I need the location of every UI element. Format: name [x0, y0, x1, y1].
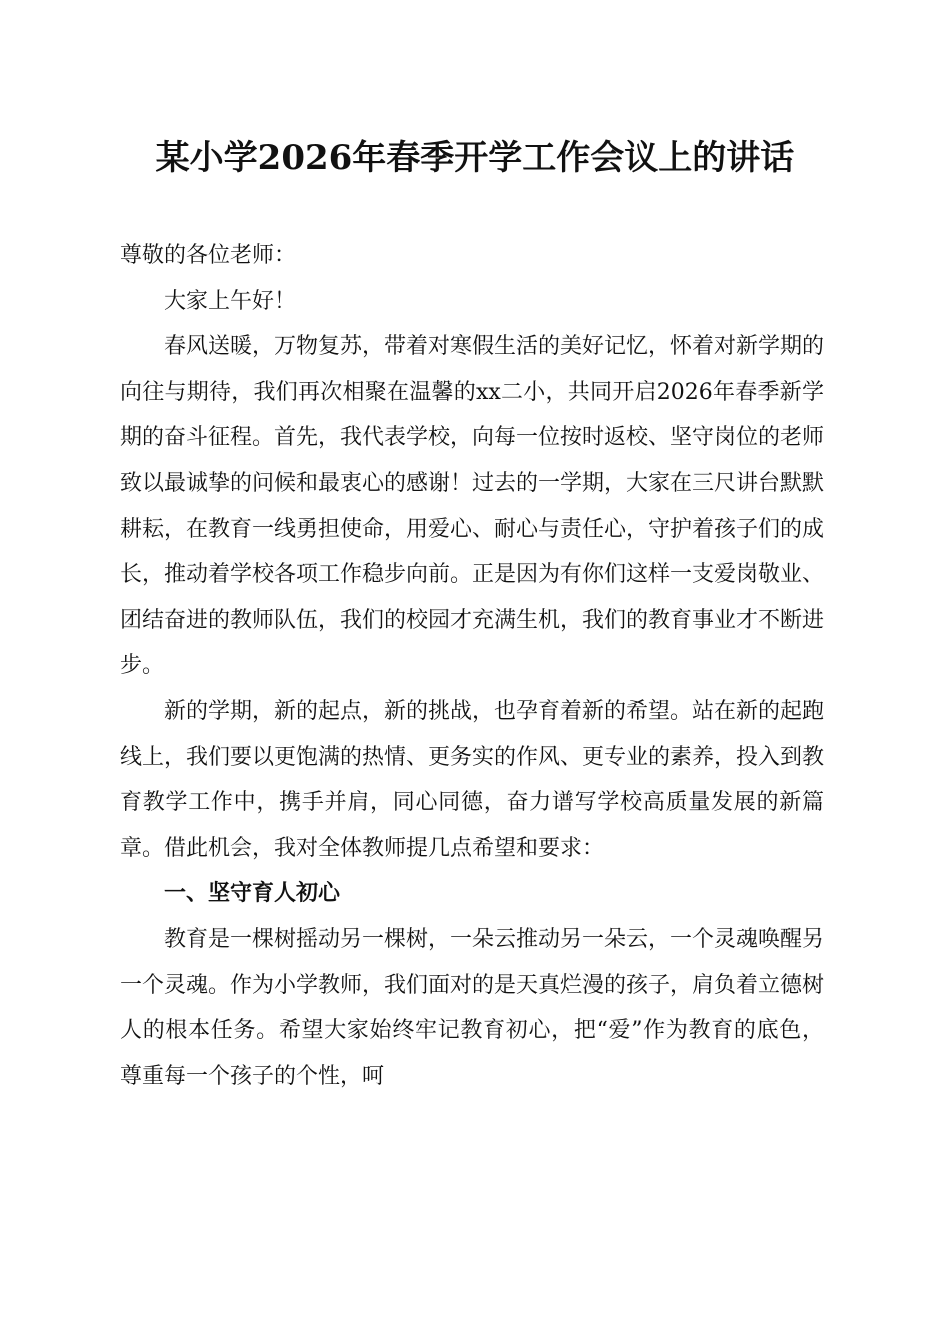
greeting: 大家上午好！ — [164, 288, 297, 314]
paragraph: 春风送暖，万物复苏，带着对寒假生活的美好记忆，怀着对新学期的向往与期待，我们再次相聚在温馨的xx二小，共同开启2026年春季新学期的奋斗征程。首先，我代表学校，向每一位按时返校、坚守岗位的老师致以最诚挚的问候和最衷心的感谢！过去的一学期，大家在三尺讲台默默耕耘，在教育一线勇担使命，用爱心、耐心与责任心，守护着孩子们的成长，推动着学校各项工作稳步向前。正是因为有你们这样一支爱岗敬业、团结奋进的教师队伍，我们的校园才充满生机，我们的教育事业才不断进步。 — [120, 334, 825, 679]
document-body — [120, 233, 824, 1099]
paragraph: 教育是一棵树摇动另一棵树，一朵云推动另一朵云，一个灵魂唤醒另一个灵魂。作为小学教师，我们面对的是天真烂漫的孩子，肩负着立德树人的根本任务。希望大家始终牢记教育初心，把“爱”作为教育的底色，尊重每一个孩子的个性，呵 — [120, 926, 825, 1089]
paragraph: 新的学期，新的起点，新的挑战，也孕育着新的希望。站在新的起跑线上，我们要以更饱满的热情、更务实的作风、更专业的素养，投入到教育教学工作中，携手并肩，同心同德，奋力谱写学校高质量发展的新篇章。借此机会，我对全体教师提几点希望和要求： — [120, 698, 825, 861]
document-title: 某小学2026年春季开学工作会议上的讲话 — [155, 138, 795, 178]
section-heading: 一、坚守育人初心 — [164, 881, 341, 907]
salutation: 尊敬的各位老师： — [120, 243, 297, 268]
